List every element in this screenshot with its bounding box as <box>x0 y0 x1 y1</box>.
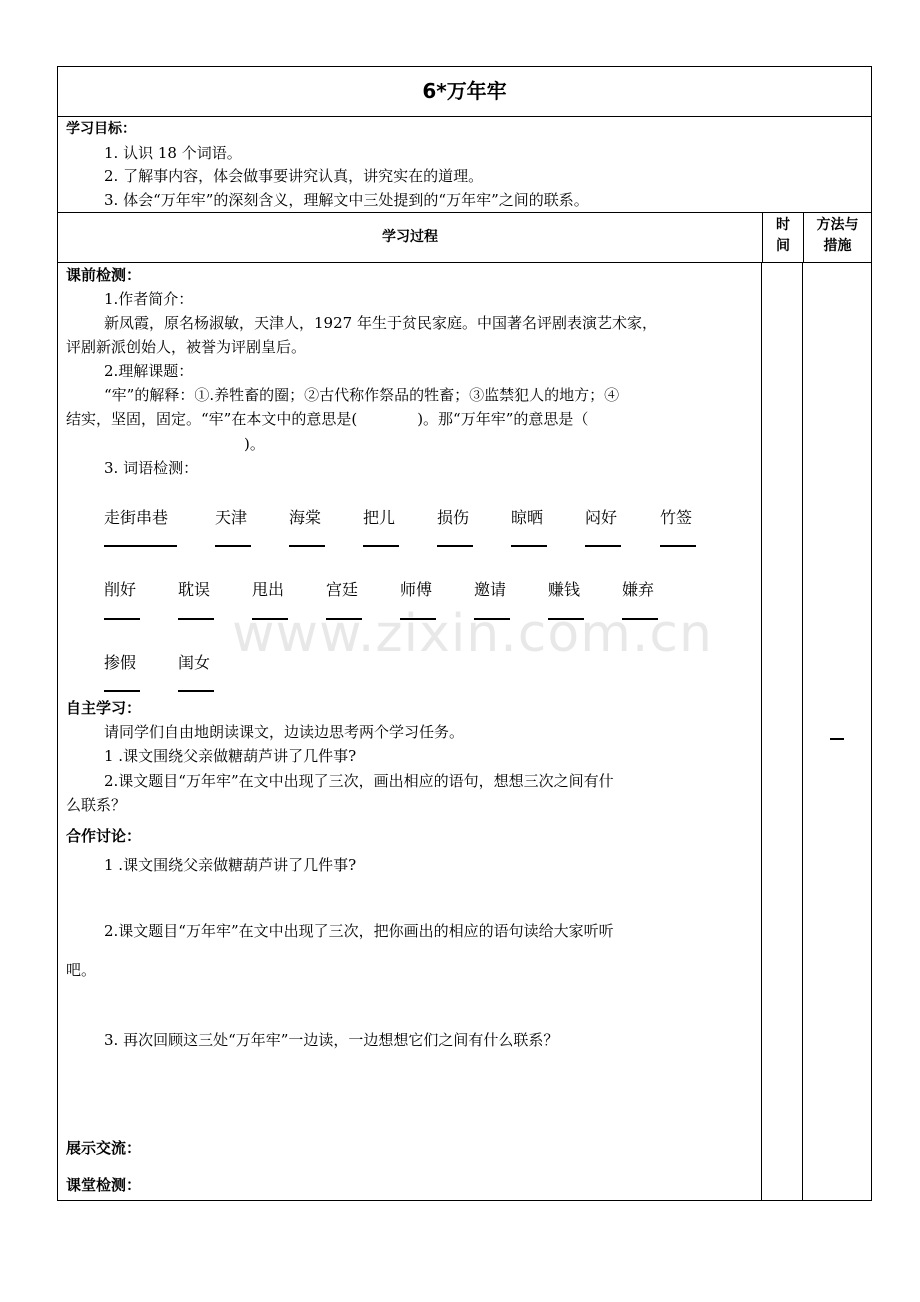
title-label: 2.理解课题： <box>104 362 194 380</box>
word-item: 赚钱 <box>548 580 581 599</box>
answer-blank <box>289 545 325 547</box>
watermark: www.zixin.com.cn <box>232 604 713 664</box>
word-item: 掺假 <box>104 653 137 672</box>
author-label: 1.作者简介： <box>104 290 194 308</box>
word-item: 闷好 <box>585 508 618 527</box>
word-item: 邀请 <box>474 580 507 599</box>
word-item: 削好 <box>104 580 137 599</box>
word-item: 竹签 <box>660 508 693 527</box>
answer-blank <box>104 690 140 692</box>
header-method-line1: 方法与 <box>816 217 859 233</box>
goal-item-2: 2. 了解事内容，体会做事要讲究认真，讲究实在的道理。 <box>104 167 484 185</box>
column-divider-time <box>761 262 762 1200</box>
word-item: 海棠 <box>289 508 322 527</box>
discussion-q1: 1 .课文围绕父亲做糖葫芦讲了几件事? <box>104 856 357 874</box>
self-study-q2-line2: 么联系？ <box>66 796 127 814</box>
word-item: 损伤 <box>437 508 470 527</box>
discussion-heading: 合作讨论： <box>66 827 142 845</box>
word-item: 走街串巷 <box>104 508 169 527</box>
title-line-3: )。 <box>244 435 265 453</box>
word-item: 闺女 <box>178 653 211 672</box>
goal-item-3: 3. 体会“万年牢”的深刻含义，理解文中三处提到的“万年牢”之间的联系。 <box>104 191 589 209</box>
self-study-q1: 1 .课文围绕父亲做糖葫芦讲了几件事? <box>104 747 357 765</box>
discussion-q2-line1: 2.课文题目“万年牢”在文中出现了三次，把你画出的相应的语句读给大家听听 <box>104 922 614 940</box>
show-heading: 展示交流： <box>66 1139 142 1157</box>
answer-blank <box>104 545 177 547</box>
header-time <box>762 212 803 262</box>
answer-blank <box>104 618 140 620</box>
answer-blank <box>437 545 473 547</box>
author-line-1: 新凤霞，原名杨淑敏，天津人，1927 年生于贫民家庭。中国著名评剧表演艺术家， <box>104 314 657 332</box>
classtest-heading: 课堂检测： <box>66 1176 142 1194</box>
discussion-q2-line2: 吧。 <box>66 961 97 979</box>
page-title: 6*万年牢 <box>58 67 871 117</box>
header-time-line2: 间 <box>776 238 790 254</box>
answer-blank <box>511 545 547 547</box>
word-item: 嫌弃 <box>622 580 655 599</box>
answer-blank <box>178 618 214 620</box>
word-item: 晾晒 <box>511 508 544 527</box>
self-study-q2-line1: 2.课文题目“万年牢”在文中出现了三次，画出相应的语句，想想三次之间有什 <box>104 772 614 790</box>
method-dash <box>830 738 844 740</box>
self-study-intro: 请同学们自由地朗读课文，边读边思考两个学习任务。 <box>104 723 465 741</box>
word-item: 师傅 <box>400 580 433 599</box>
word-item: 耽误 <box>178 580 211 599</box>
goals-heading: 学习目标： <box>66 121 136 137</box>
answer-blank <box>215 545 251 547</box>
author-line-2: 评剧新派创始人，被誉为评剧皇后。 <box>66 338 307 356</box>
self-study-heading: 自主学习： <box>66 699 142 717</box>
goal-item-1: 1. 认识 18 个词语。 <box>104 144 242 162</box>
header-time-line1: 时 <box>776 217 790 233</box>
header-method-line2: 措施 <box>823 238 852 254</box>
header-process: 学习过程 <box>382 229 438 245</box>
word-item: 宫廷 <box>326 580 359 599</box>
discussion-q3: 3. 再次回顾这三处“万年牢”一边读，一边想想它们之间有什么联系？ <box>104 1031 559 1049</box>
title-line-1: “牢”的解释：①.养牲畜的圈；②古代称作祭品的牲畜；③监禁犯人的地方；④ <box>104 386 620 404</box>
answer-blank <box>363 545 399 547</box>
pretest-heading: 课前检测： <box>66 266 142 284</box>
title-line-2: 结实，坚固，固定。“牢”在本文中的意思是( )。那“万年牢”的意思是（ <box>66 410 589 428</box>
answer-blank <box>178 690 214 692</box>
word-item: 把儿 <box>363 508 396 527</box>
answer-blank <box>585 545 621 547</box>
column-divider-method <box>802 262 803 1200</box>
words-label: 3. 词语检测： <box>104 459 199 477</box>
word-item: 甩出 <box>252 580 285 599</box>
word-item: 天津 <box>215 508 248 527</box>
table-header-row <box>58 212 871 263</box>
answer-blank <box>660 545 696 547</box>
header-method <box>803 212 871 262</box>
